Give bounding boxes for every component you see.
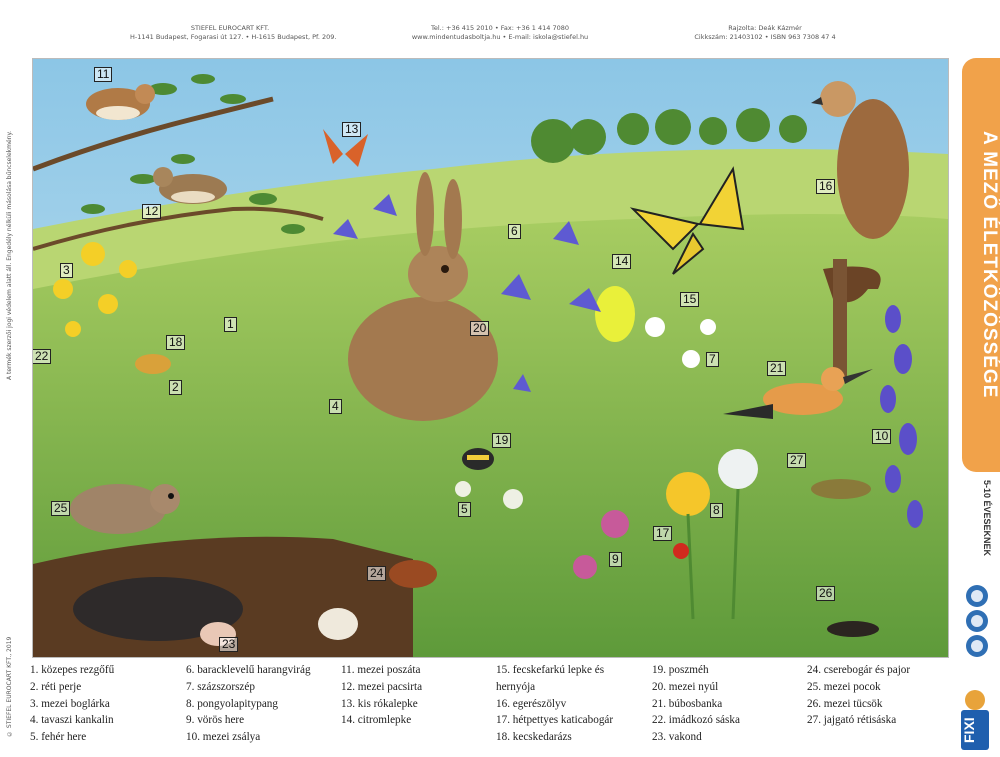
legend-item: 10. mezei zsálya: [186, 731, 261, 744]
contact-info: [395, 24, 605, 42]
copyright-notice: A termék szerzői jogi védelem alatt áll. Engedély nélküli másolása bűncselekmény.: [6, 130, 13, 380]
grasshopper: [811, 479, 871, 499]
legend-item: 8. pongyolapitypang: [186, 697, 278, 710]
copyright-year: © STIEFEL EUROCART KFT., 2019: [6, 636, 13, 737]
publisher-name: STIEFEL EUROCART KFT.: [190, 24, 270, 32]
legend-item: 4. tavaszi kankalin: [30, 714, 114, 727]
legend-item: 16. egerészölyv: [496, 697, 567, 710]
credits-info: [680, 24, 850, 42]
legend-item: 12. mezei pacsirta: [341, 680, 423, 693]
legend-item: 25. mezei pocok: [807, 680, 881, 693]
meadow-illustration: [32, 58, 949, 658]
legend-item: 3. mezei boglárka: [30, 697, 110, 710]
marker-24: 24: [367, 566, 386, 581]
legend-item: 18. kecskedarázs: [496, 731, 572, 744]
species-legend: [30, 662, 960, 752]
ladybird: [673, 543, 689, 559]
cricket: [827, 621, 879, 637]
marker-2: 2: [169, 380, 182, 395]
marker-22: 22: [32, 349, 51, 364]
marker-13: 13: [342, 122, 361, 137]
marker-19: 19: [492, 433, 511, 448]
marker-20: 20: [470, 321, 489, 336]
marker-16: 16: [816, 179, 835, 194]
legend-item: 27. jajgató rétisáska: [807, 714, 897, 727]
legend-item: 11. mezei poszáta: [341, 664, 421, 676]
marker-4: 4: [329, 399, 342, 414]
cockchafer-grub: [318, 608, 358, 640]
marker-3: 3: [60, 263, 73, 278]
globe-icon-3: [966, 635, 988, 657]
legend-column: [496, 662, 613, 746]
marker-18: 18: [166, 335, 185, 350]
legend-item: 14. citromlepke: [341, 714, 412, 727]
legend-item: 6. baracklevelű harangvirág: [186, 664, 311, 676]
cockchafer: [389, 560, 437, 588]
legend-item: hernyója: [496, 680, 536, 693]
legend-item: 19. poszméh: [652, 664, 709, 676]
publisher-info: [130, 24, 337, 42]
legend-item: 23. vakond: [652, 731, 702, 744]
bumblebee: [462, 448, 494, 470]
contact-web: www.mindentudasboltja.hu • E-mail: iskola@stiefel.hu: [411, 33, 589, 41]
legend-column: [652, 662, 740, 746]
legend-column: [30, 662, 114, 746]
marker-14: 14: [612, 254, 631, 269]
legend-column: [807, 662, 910, 729]
hornet: [135, 354, 171, 374]
legend-item: 17. hétpettyes katicabogár: [496, 714, 614, 727]
legend-item: 24. cserebogár és pajor: [807, 664, 911, 676]
legend-item: 26. mezei tücsök: [807, 697, 883, 710]
brand-name: FIXI: [961, 717, 977, 743]
legend-item: 22. imádkozó sáska: [652, 714, 740, 727]
marker-10: 10: [872, 429, 891, 444]
marker-27: 27: [787, 453, 806, 468]
poster-title: A MEZŐ ÉLETKÖZÖSSÉGE: [979, 131, 1000, 399]
legend-item: 5. fehér here: [30, 731, 87, 744]
marker-1: 1: [224, 317, 237, 332]
marker-11: 11: [94, 67, 112, 82]
marker-6: 6: [508, 224, 521, 239]
legend-item: 7. százszorszép: [186, 680, 255, 693]
marker-17: 17: [653, 526, 672, 541]
credits-isbn: Cikkszám: 21403102 • ISBN 963 7308 47 4: [694, 33, 836, 41]
fixi-logo: [961, 690, 989, 750]
credits-artist: Rajzolta: Deák Kázmér: [728, 24, 802, 32]
publisher-address: H-1141 Budapest, Fogarasi út 127. • H-1615 Budapest, Pf. 209.: [130, 33, 337, 41]
marker-23: 23: [219, 637, 238, 652]
marker-12: 12: [142, 204, 161, 219]
legend-item: 1. közepes rezgőfű: [30, 664, 115, 676]
mascot-icon: [965, 690, 985, 710]
legend-item: 13. kis rókalepke: [341, 697, 418, 710]
age-range: 5-10 ÉVESEKNEK: [982, 480, 992, 557]
marker-8: 8: [710, 503, 723, 518]
legend-column: [341, 662, 422, 729]
legend-item: 15. fecskefarkú lepke és: [496, 664, 605, 676]
legend-item: 2. réti perje: [30, 680, 82, 693]
marker-21: 21: [767, 361, 786, 376]
marker-9: 9: [609, 552, 622, 567]
marker-15: 15: [680, 292, 699, 307]
legend-item: 21. búbosbanka: [652, 697, 723, 710]
header: [0, 0, 1000, 52]
meadow-drawing: [33, 59, 948, 657]
legend-item: 20. mezei nyúl: [652, 680, 719, 693]
legend-item: 9. vörös here: [186, 714, 245, 727]
marker-26: 26: [816, 586, 835, 601]
globe-icon: [966, 585, 988, 607]
brimstone-butterfly: [595, 286, 635, 342]
marker-5: 5: [458, 502, 471, 517]
legend-column: [186, 662, 311, 746]
contact-phone: Tel.: +36 415 2010 • Fax: +36 1 414 7080: [431, 24, 569, 32]
marker-7: 7: [706, 352, 719, 367]
globe-icon-2: [966, 610, 988, 632]
marker-25: 25: [51, 501, 70, 516]
